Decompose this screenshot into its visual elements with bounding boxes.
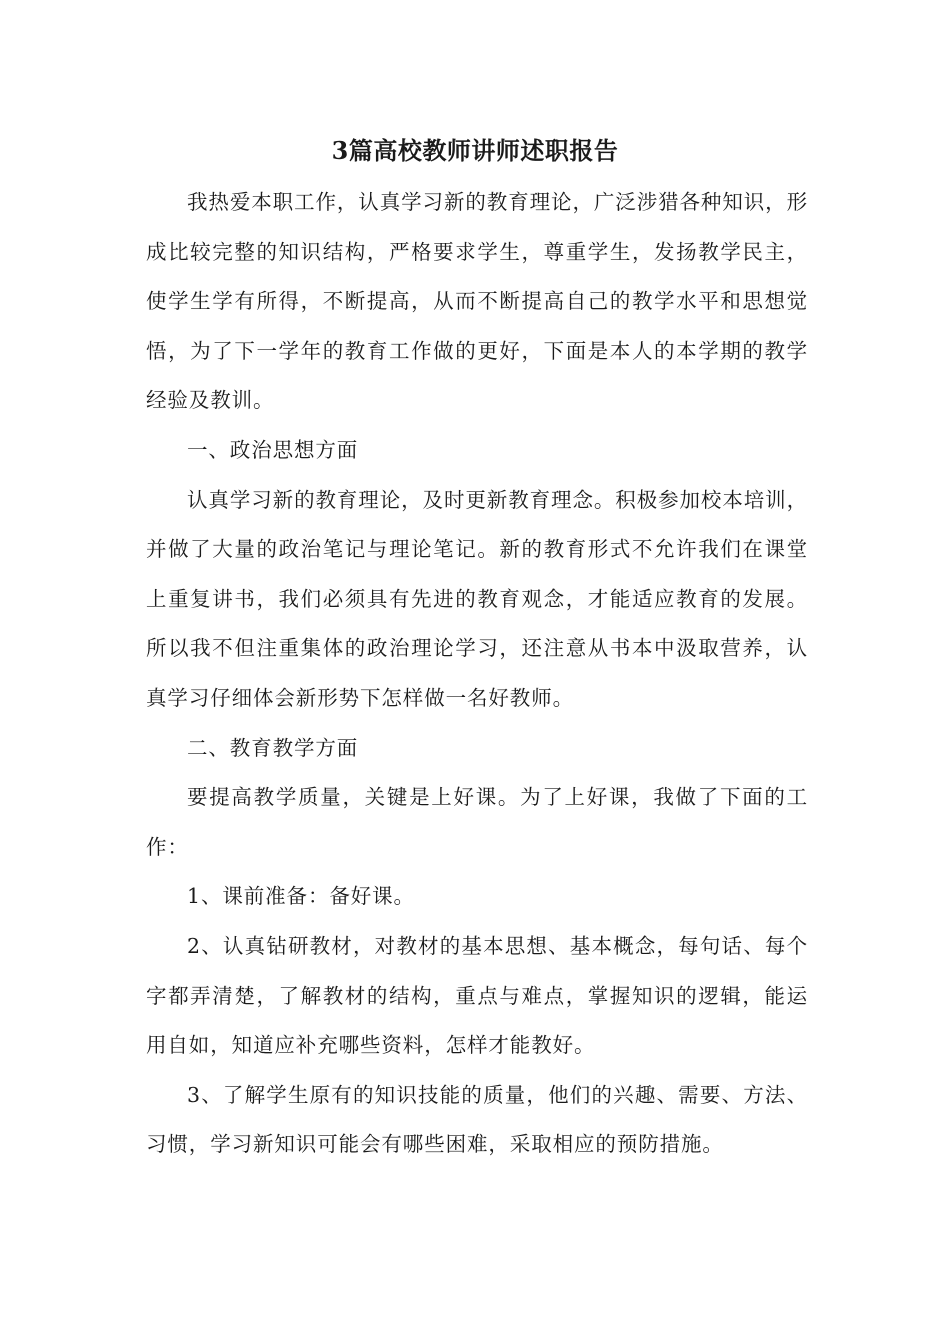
- paragraph-intro: 我热爱本职工作，认真学习新的教育理论，广泛涉猎各种知识，形成比较完整的知识结构，严格要求学生，尊重学生，发扬教学民主，使学生学有所得，不断提高，从而不断提高自己的教学水平和思想觉悟，为了下一学年的教育工作做的更好，下面是本人的本学期的教学经验及教训。: [146, 190, 808, 413]
- document-body: [146, 178, 808, 1170]
- section-heading-teaching: 二、教育教学方面: [187, 735, 359, 760]
- list-item-3: 3、了解学生原有的知识技能的质量，他们的兴趣、需要、方法、习惯，学习新知识可能会有哪些困难，采取相应的预防措施。: [146, 1082, 808, 1157]
- paragraph-teaching-intro: 要提高教学质量，关键是上好课。为了上好课，我做了下面的工作：: [146, 785, 808, 859]
- list-item-2: 2、认真钻研教材，对教材的基本思想、基本概念，每句话、每个字都弄清楚，了解教材的结构，重点与难点，掌握知识的逻辑，能运用自如，知道应补充哪些资料，怎样才能教好。: [146, 933, 808, 1058]
- section-heading-political: 一、政治思想方面: [187, 437, 359, 462]
- document-title: 3篇高校教师讲师述职报告: [331, 136, 619, 165]
- list-item-1: 1、课前准备：备好课。: [187, 884, 415, 909]
- paragraph-political: 认真学习新的教育理论，及时更新教育理念。积极参加校本培训，并做了大量的政治笔记与理论笔记。新的教育形式不允许我们在课堂上重复讲书，我们必须具有先进的教育观念，才能适应教育的发展。所以我不但注重集体的政治理论学习，还注意从书本中汲取营养，认真学习仔细体会新形势下怎样做一名好教师。: [146, 487, 808, 710]
